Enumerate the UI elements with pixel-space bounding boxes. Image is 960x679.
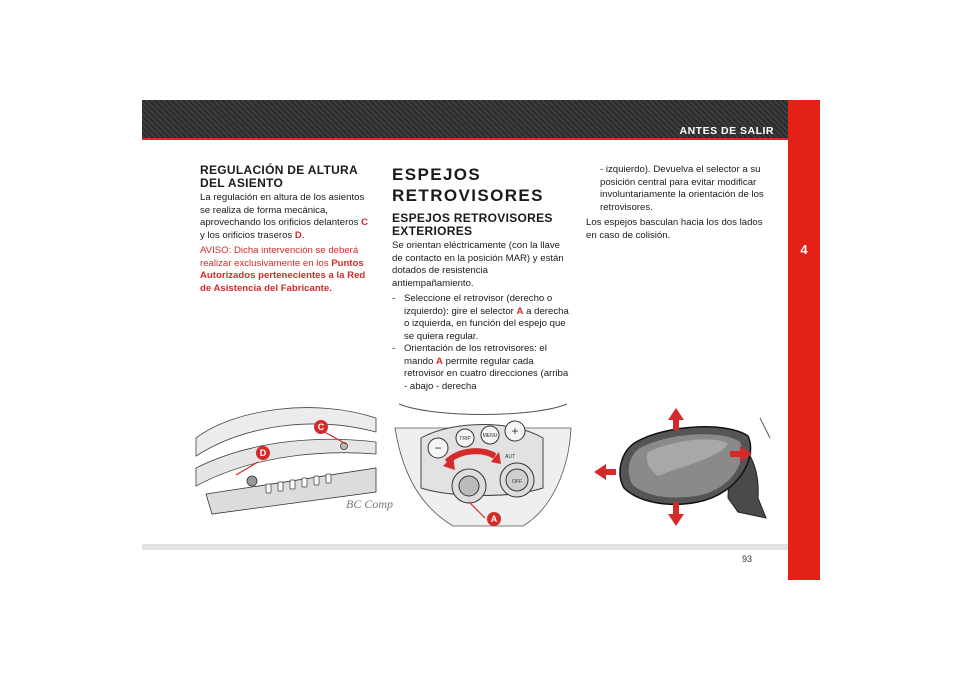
list-item: - Seleccione el retrovisor (derecho o izquierdo): gire el selector A a derecha o izquierda, en función del espejo que se quiera regular. (392, 293, 569, 342)
label-d: D (294, 229, 302, 241)
label-c-marker: C (314, 420, 328, 434)
mirror-figure (588, 398, 770, 530)
paragraph-continued: - izquierdo). Devuelva el selector a su posición central para evitar modificar involuntariamente la orientación de los retrovisores. (600, 164, 764, 213)
heading-seat-height: REGULACIÓN DE ALTURA DEL ASIENTO (200, 163, 358, 190)
svg-text:AUT: AUT (505, 454, 515, 460)
column-2 (392, 164, 572, 393)
warning-note: AVISO: Dicha intervención se deberá realizar exclusivamente en los Puntos Autorizados pertenecientes a la Red de Asistencia del Fabricante. (200, 245, 366, 294)
chapter-number: 4 (800, 242, 808, 257)
control-figure (393, 398, 573, 530)
warning-label: AVISO (200, 245, 229, 256)
column-3 (586, 164, 768, 245)
label-d-marker: D (256, 446, 270, 460)
heading-exterior-mirrors: ESPEJOS RETROVISORES EXTERIORES (392, 211, 553, 238)
label-a-marker: A (487, 512, 501, 526)
seat-figure (196, 398, 394, 526)
svg-text:TRIP: TRIP (459, 436, 471, 442)
svg-text:OFF: OFF (512, 479, 522, 485)
svg-text:+: + (511, 424, 519, 438)
header-red-line (142, 138, 788, 140)
footer-band (142, 544, 788, 550)
header-band (142, 100, 788, 140)
paragraph-intro: Se orientan eléctricamente (con la llave de contacto en la posición MAR) y están dotados de resistencia antiempañamiento. (392, 240, 564, 289)
seat-badge: BC Comp (346, 497, 394, 511)
paragraph-collision: Los espejos basculan hacia los dos lados en caso de colisión. (586, 217, 763, 241)
svg-text:−: − (434, 441, 442, 455)
paragraph-seat-height: La regulación en altura de los asientos se realiza de forma mecánica, aprovechando los orificios delanteros C y los orificios traseros D. (200, 192, 368, 241)
svg-text:MENU: MENU (482, 433, 498, 439)
chapter-tab (788, 100, 820, 580)
list-item: - Orientación de los retrovisores: el mando A permite regular cada retrovisor en cuatro direcciones (arriba - abajo - derecha (392, 343, 569, 392)
column-1 (200, 164, 375, 298)
section-title: ANTES DE SALIR (679, 125, 774, 137)
label-c: C (361, 217, 368, 228)
page-number: 93 (742, 554, 753, 564)
page-title: ESPEJOS RETROVISORES (392, 165, 544, 205)
